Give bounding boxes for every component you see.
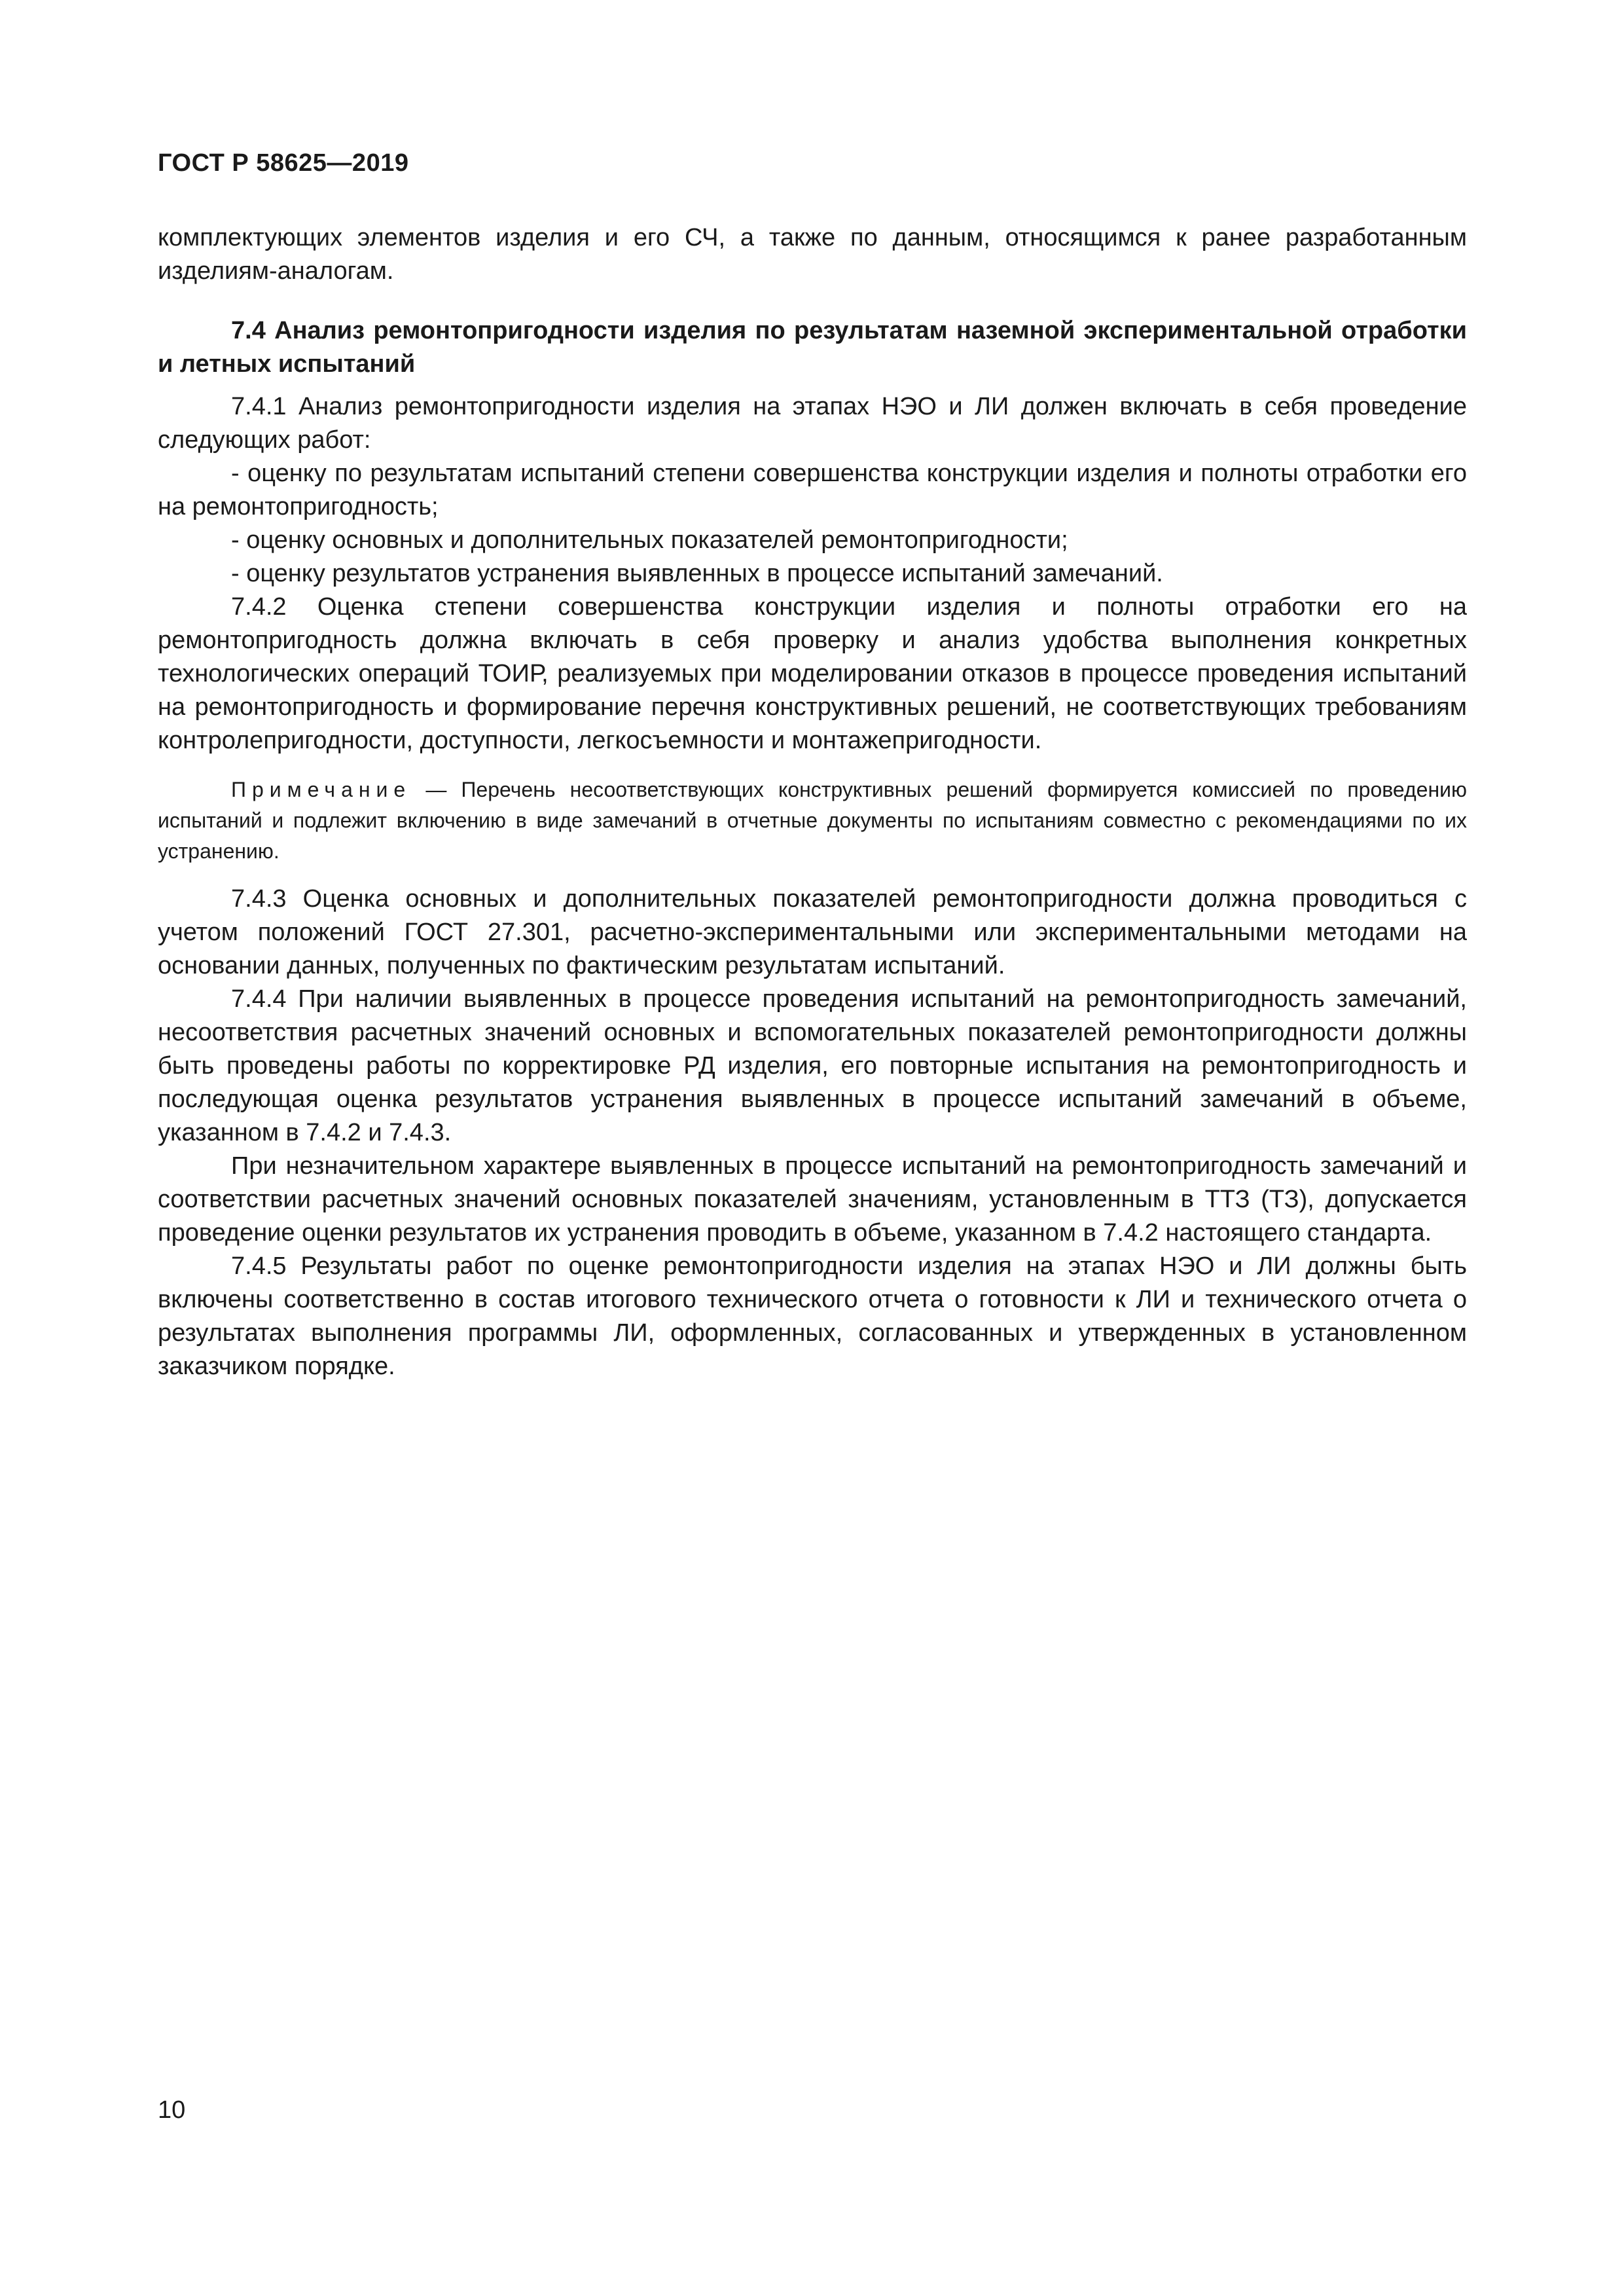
paragraph-7-4-1: 7.4.1 Анализ ремонтопригодности изделия на этапах НЭО и ЛИ должен включать в себя проведение следующих работ:	[158, 393, 1467, 454]
page-number: 10	[158, 2096, 186, 2124]
list-item: - оценку основных и дополнительных показателей ремонтопригодности;	[231, 526, 1068, 554]
note-text: — Перечень несоответствующих конструктивных решений формируется комиссией по проведению испытаний и подлежит включению в виде замечаний в отчетные документы по испытаниям совместно с рекомендациями по их устранению.	[158, 778, 1467, 863]
section-title-7-4: 7.4 Анализ ремонтопригодности изделия по результатам наземной экспериментальной отработки и летных испытаний	[158, 317, 1467, 378]
paragraph-7-4-5: 7.4.5 Результаты работ по оценке ремонтопригодности изделия на этапах НЭО и ЛИ должны быть включены соответственно в состав итогового технического отчета о готовности к ЛИ и технического отчета о результатах выполнения программы ЛИ, оформленных, согласованных и утвержденных в установленном заказчиком порядке.	[158, 1252, 1467, 1380]
list-item: - оценку по результатам испытаний степени совершенства конструкции изделия и полноты отработки его на ремонтопригодность;	[158, 460, 1467, 520]
paragraph-7-4-4: 7.4.4 При наличии выявленных в процессе проведения испытаний на ремонтопригодность замечаний, несоответствия расчетных значений основных и вспомогательных показателей ремонтопригодности должны быть проведены работы по корректировке РД изделия, его повторные испытания на ремонтопригодность и последующая оценка результатов устранения выявленных в процессе испытаний замечаний в объеме, указанном в 7.4.2 и 7.4.3.	[158, 985, 1467, 1146]
paragraph-7-4-3: 7.4.3 Оценка основных и дополнительных показателей ремонтопригодности должна проводиться с учетом положений ГОСТ 27.301, расчетно-экспериментальными или экспериментальными методами на основании данных, полученных по фактическим результатам испытаний.	[158, 885, 1467, 979]
standard-header: ГОСТ Р 58625—2019	[158, 149, 409, 177]
note-label: Примечание	[231, 778, 412, 801]
paragraph-7-4-2: 7.4.2 Оценка степени совершенства конструкции изделия и полноты отработки его на ремонтопригодность должна включать в себя проверку и анализ удобства выполнения конкретных технологических операций ТОИР, реализуемых при моделировании отказов в процессе проведения испытаний на ремонтопригодность и формирование перечня конструктивных решений, не соответствующих требованиям контролепригодности, доступности, легкосъемности и монтажепригодности.	[158, 593, 1467, 754]
page-content	[158, 221, 1467, 1383]
list-item: - оценку результатов устранения выявленных в процессе испытаний замечаний.	[231, 560, 1163, 587]
note-block	[158, 774, 1467, 867]
continuation-paragraph: комплектующих элементов изделия и его СЧ, а также по данным, относящимся к ранее разработанным изделиям-аналогам.	[158, 224, 1467, 285]
paragraph-7-4-4-continued: При незначительном характере выявленных в процессе испытаний на ремонтопригодность замечаний и соответствии расчетных значений основных показателей значениям, установленным в ТТЗ (ТЗ), допускается проведение оценки результатов их устранения проводить в объеме, указанном в 7.4.2 настоящего стандарта.	[158, 1152, 1467, 1247]
